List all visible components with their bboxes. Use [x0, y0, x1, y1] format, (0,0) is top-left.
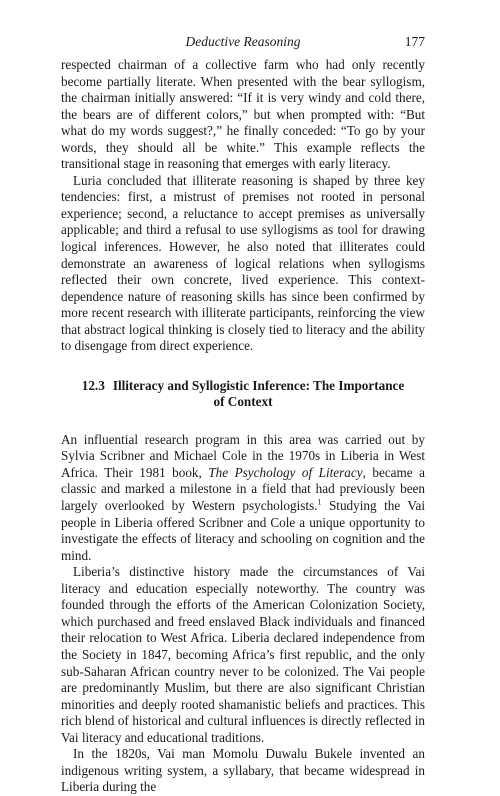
section-title-part-2: of Context [213, 394, 273, 410]
paragraph: Liberia’s distinctive history made the circumstances of Vai literacy and education especially noteworthy. The country was founded through the efforts of the American Colonization Society, which purchased and freed enslaved Black individuals and financed their relocation to West Africa. Liberia declared independence from the Society in 1847, becoming Africa’s first republic, and the only sub-Saharan African country never to be colonized. The Vai people are predominantly Muslim, but there are also significant Christian minorities and deeply rooted shamanistic beliefs and practices. This rich blend of historical and cultural influences is directly reflected in Vai literacy and educational traditions. [61, 564, 425, 745]
paragraph-text: Studying the Vai people in Liberia offered Scribner and Cole a unique opportunity to investigate the effects of literacy and schooling on cognition and the mind. [61, 498, 425, 563]
page-number: 177 [404, 34, 425, 49]
paragraph: respected chairman of a collective farm who had only recently become partially literate. When presented with the bear syllogism, the chairman initially answered: “If it is very windy and cold there, the bears are of different colors,” but when prompted with: “But what do my words suggest?,” he finally conceded: “To go by your words, they should all be white.” This example reflects the transitional stage in reasoning that emerges with early literacy. [61, 57, 425, 172]
body-text [61, 57, 425, 796]
running-title: Deductive Reasoning [185, 34, 301, 49]
book-title: The Psychology of Literacy [208, 464, 363, 480]
paragraph-text: An influential research program in this area was carried out by Sylvia Scribner and Michael Cole in the 1970s in Liberia in West Africa. Their 1981 book, [61, 431, 425, 480]
paragraph: In the 1820s, Vai man Momolu Duwalu Bukele invented an indigenous writing system, a syllabary, that became widespread in Liberia during the [61, 746, 425, 795]
section-title-part-1: Illiteracy and Syllogistic Inference: The Importance [112, 377, 405, 393]
footnote-marker[interactable]: 1 [317, 497, 322, 507]
paragraph-text: , became a classic and marked a milestone in a field that had previously been largely overlooked by Western psychologists. [61, 464, 425, 514]
paragraph [61, 432, 425, 564]
section-heading [61, 378, 425, 411]
running-head [61, 34, 425, 52]
paragraph: Luria concluded that illiterate reasoning is shaped by three key tendencies: first, a mistrust of premises not rooted in personal experience; second, a reluctance to accept premises as universally applicable; and third a refusal to use syllogisms as tool for drawing logical inferences. However, he also noted that illiterates could demonstrate an awareness of logical relations when syllogisms reflected their own concrete, lived experience. This context-dependence nature of reasoning skills has since been confirmed by more recent research with illiterate participants, reinforcing the view that abstract logical thinking is closely tied to literacy and the ability to disengage from direct experience. [61, 172, 425, 354]
section-heading-line-1 [61, 378, 425, 395]
book-page [61, 34, 425, 796]
section-number: 12.3 [81, 377, 105, 393]
